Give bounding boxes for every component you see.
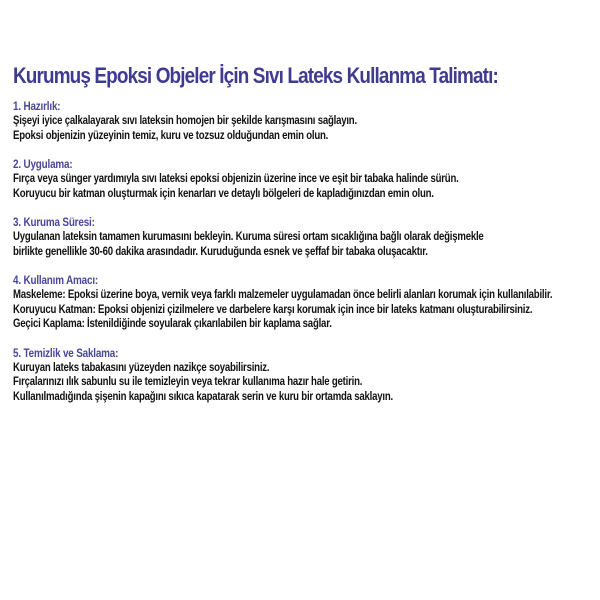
section-purpose [13,274,598,332]
section-line: Maskeleme: Epoksi üzerine boya, vernik veya farklı malzemeler uygulamadan önce belirli alanları korumak için kullanılabilir. [13,289,553,301]
section-line: birlikte genellikle 30-60 dakika arasındadır. Kuruduğunda esnek ve şeffaf bir tabaka oluşacaktır. [13,245,428,258]
section-heading: 4. Kullanım Amacı: [13,275,99,287]
section-line: Koruyucu bir katman oluşturmak için kenarları ve detaylı bölgeleri de kapladığınızdan emin olun. [13,187,434,200]
section-line: Fırça veya sünger yardımıyla sıvı lateksi epoksi objenizin üzerine ince ve eşit bir tabaka halinde sürün. [13,173,459,185]
section-line: Fırçalarınızı ılık sabunlu su ile temizleyin veya tekrar kullanıma hazır hale getirin. [13,376,363,388]
section-drying-time [13,216,598,259]
section-heading: 5. Temizlik ve Saklama: [13,347,119,360]
instruction-document [13,62,598,419]
section-heading: 2. Uygulama: [13,159,73,171]
section-heading: 3. Kuruma Süresi: [13,217,95,229]
section-line: Kuruyan lateks tabakasını yüzeyden nazikçe soyabilirsiniz. [13,361,270,374]
section-line: Kullanılmadığında şişenin kapağını sıkıca kapatarak serin ve kuru bir ortamda saklayın. [13,390,393,403]
section-preparation [13,100,598,143]
section-line: Geçici Kaplama: İstenildiğinde soyularak çıkarılabilen bir kaplama sağlar. [13,318,332,330]
section-line: Şişeyi iyice çalkalayarak sıvı lateksin homojen bir şekilde karışmasını sağlayın. [13,115,357,127]
section-application [13,158,598,201]
section-line: Epoksi objenizin yüzeyinin temiz, kuru ve tozsuz olduğundan emin olun. [13,129,329,142]
section-line: Uygulanan lateksin tamamen kurumasını bekleyin. Kuruma süresi ortam sıcaklığına bağlı olarak değişmekle [13,231,484,243]
section-line: Koruyucu Katman: Epoksi objenizi çizilmelere ve darbelere karşı korumak için ince bir lateks katmanı oluşturabilirsiniz. [13,303,533,316]
section-cleaning-storage [13,347,598,405]
section-heading: 1. Hazırlık: [13,101,61,113]
document-title: Kurumuş Epoksi Objeler İçin Sıvı Lateks Kullanma Talimatı: [13,63,498,88]
